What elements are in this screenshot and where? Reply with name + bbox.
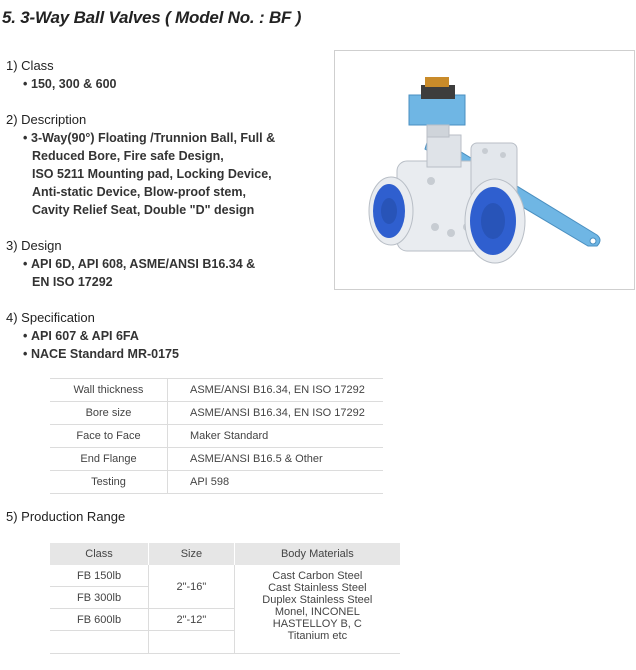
- section-production-heading: 5) Production Range: [6, 509, 126, 524]
- table-row: [50, 402, 383, 425]
- spec-value: ASME/ANSI B16.5 & Other: [168, 448, 384, 471]
- column-header-class: Class: [50, 543, 149, 565]
- spec-key: Wall thickness: [50, 379, 168, 402]
- description-text: • 3-Way(90°) Floating /Trunnion Ball, Full & Reduced Bore, Fire safe Design, ISO 5211 Mounting pad, Locking Device, Anti-static Device, Blow-proof stem, Cavity Relief Seat, Double "D" design: [23, 131, 276, 217]
- column-header-materials: Body Materials: [234, 543, 400, 565]
- section-class: [6, 57, 117, 93]
- section-design-heading: 3) Design: [6, 238, 62, 253]
- section-specification: [6, 309, 179, 363]
- materials-cell: Cast Carbon Steel Cast Stainless Steel Duplex Stainless Steel Monel, INCONEL HASTELLOY B, C Titanium etc: [234, 565, 400, 654]
- ball-valve-image: [335, 51, 634, 289]
- empty-cell: [50, 631, 149, 654]
- spec-key: Face to Face: [50, 425, 168, 448]
- section-description: [6, 111, 275, 219]
- table-row: [50, 425, 383, 448]
- class-cell: FB 600lb: [50, 609, 149, 631]
- product-photo: [334, 50, 635, 290]
- spec-key: Bore size: [50, 402, 168, 425]
- specification-line: • NACE Standard MR-0175: [23, 347, 179, 361]
- section-description-heading: 2) Description: [6, 112, 87, 127]
- table-header-row: [50, 543, 400, 565]
- size-cell: 2"-16": [149, 565, 235, 609]
- spec-table: [50, 378, 383, 494]
- class-line: • 150, 300 & 600: [23, 77, 117, 91]
- spec-key: End Flange: [50, 448, 168, 471]
- empty-cell: [149, 631, 235, 654]
- right-flange: [465, 179, 525, 263]
- spec-key: Testing: [50, 471, 168, 494]
- spec-value: ASME/ANSI B16.34, EN ISO 17292: [168, 402, 384, 425]
- actuator: [409, 77, 465, 137]
- class-cell: FB 150lb: [50, 565, 149, 587]
- spec-value: API 598: [168, 471, 384, 494]
- left-flange: [369, 177, 413, 245]
- table-row: [50, 448, 383, 471]
- production-table: [50, 543, 400, 654]
- section-design: [6, 237, 255, 291]
- spec-value: ASME/ANSI B16.34, EN ISO 17292: [168, 379, 384, 402]
- section-specification-heading: 4) Specification: [6, 310, 95, 325]
- specification-line: • API 607 & API 6FA: [23, 329, 139, 343]
- page-title: 5. 3-Way Ball Valves ( Model No. : BF ): [2, 8, 302, 27]
- table-row: [50, 471, 383, 494]
- size-cell: 2"-12": [149, 609, 235, 631]
- section-production: [6, 508, 125, 526]
- table-row: [50, 565, 400, 587]
- spec-value: Maker Standard: [168, 425, 384, 448]
- column-header-size: Size: [149, 543, 235, 565]
- class-cell: FB 300lb: [50, 587, 149, 609]
- table-row: [50, 379, 383, 402]
- design-text: • API 6D, API 608, ASME/ANSI B16.34 & EN ISO 17292: [23, 257, 256, 289]
- section-class-heading: 1) Class: [6, 58, 54, 73]
